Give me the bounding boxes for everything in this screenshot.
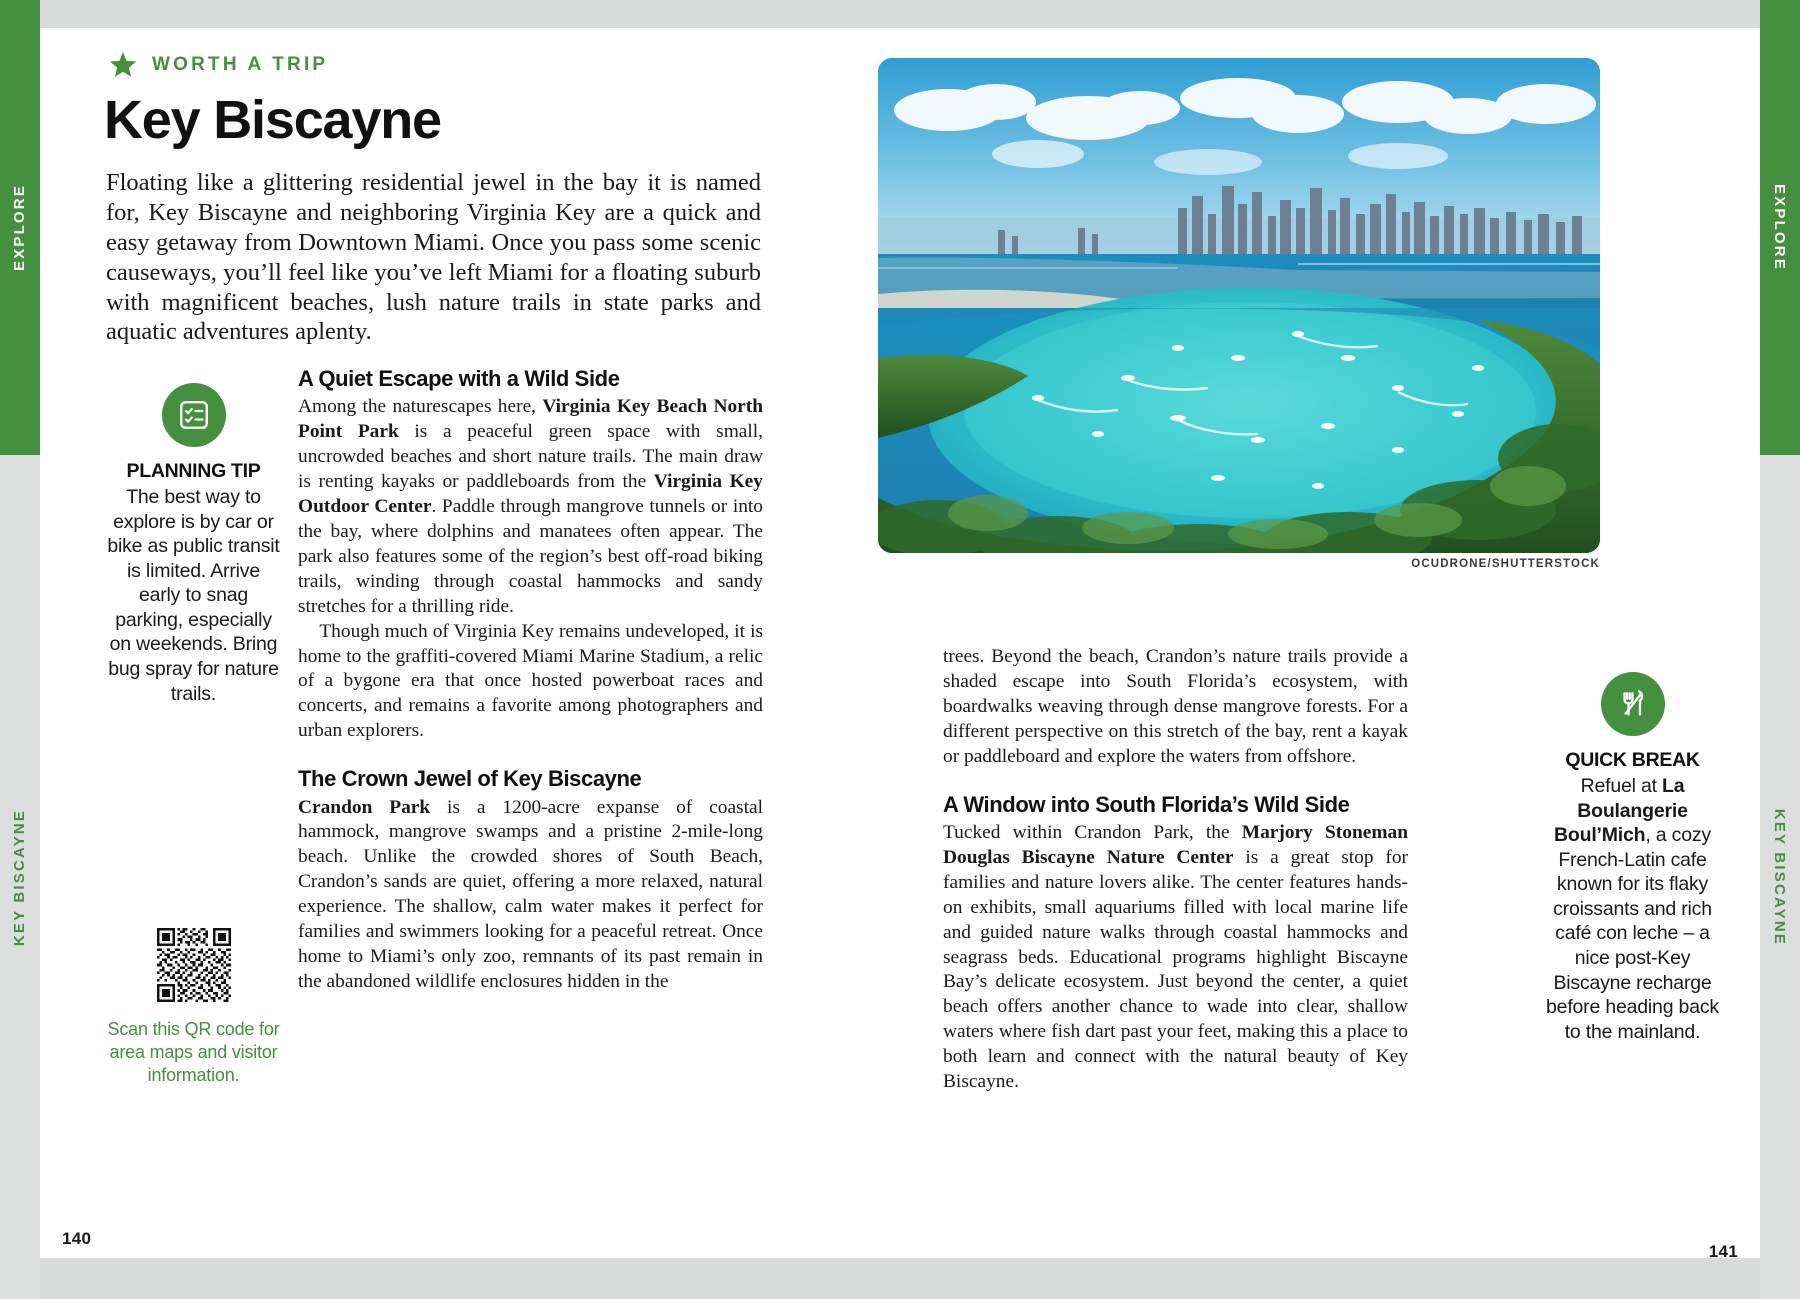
quick-break-column: [1545, 672, 1720, 1044]
quick-break-title: QUICK BREAK: [1565, 749, 1700, 771]
tab-key-biscayne-left[interactable]: [0, 455, 40, 1299]
left-main-column: [298, 366, 763, 995]
fork-knife-icon: [1601, 672, 1665, 736]
page-number-left: 140: [62, 1229, 92, 1248]
planning-tip-box: [106, 383, 281, 706]
quick-break-box: [1545, 672, 1720, 1044]
tab-explore-left[interactable]: [0, 0, 40, 455]
section-spacer: [298, 744, 763, 766]
paragraph-quiet-escape-1: [298, 395, 763, 619]
fork-knife-glyph: [1615, 686, 1651, 722]
text-run: Tucked within Crandon Park, the: [943, 821, 1242, 843]
qr-block: [106, 928, 281, 1087]
intro-paragraph: Floating like a glittering residential jewel in the bay it is named for, Key Biscayne and neighboring Virginia Key are a quick and easy getaway from Downtown Miami. Once you pass some scenic causeways, you’ll feel like you’ve left Miami for a floating suburb with magnificent beaches, lush nature trails in state parks and aquatic adventures aplenty.: [106, 169, 761, 346]
left-page: [40, 28, 900, 1258]
place-name-crandon-park: Crandon Park: [298, 796, 431, 818]
tab-section-label: KEY BISCAYNE: [1771, 808, 1789, 946]
section-spacer: [943, 770, 1408, 792]
checklist-glyph: [177, 398, 211, 432]
text-run: , a cozy French-Latin cafe known for its flaky croissants and rich café con leche – a nice post-Key Biscayne recharge before heading back to the mainland.: [1546, 824, 1719, 1043]
tab-explore-label: EXPLORE: [1771, 183, 1789, 272]
right-edge-tabs: [1760, 0, 1800, 1299]
quick-break-body: [1545, 774, 1720, 1044]
kicker: [108, 50, 328, 80]
text-run: Refuel at: [1580, 775, 1663, 798]
heading-window-wild-side: A Window into South Florida’s Wild Side: [943, 791, 1350, 817]
left-edge-tabs: [0, 0, 40, 1299]
place-name-nature-center: Marjory Stoneman Douglas Biscayne Nature Center: [943, 821, 1408, 868]
paragraph-quiet-escape-2: Though much of Virginia Key remains undeveloped, it is home to the graffiti-covered Miami Marine Stadium, a relic of a bygone era that once hosted powerboat races and concerts, and remains a favorite among photographers and urban explorers.: [298, 620, 763, 742]
kicker-label: WORTH A TRIP: [152, 54, 329, 75]
tab-explore-right[interactable]: [1760, 0, 1800, 455]
hero-photo: [878, 58, 1600, 553]
place-name-la-boulangerie: La Boulangerie Boul’Mich: [1554, 775, 1688, 847]
tab-explore-label: EXPLORE: [11, 183, 29, 272]
place-name-virginia-key-beach: Virginia Key Beach North Point Park: [298, 396, 764, 443]
tab-key-biscayne-right[interactable]: [1760, 455, 1800, 1299]
qr-code-icon[interactable]: [157, 928, 231, 1002]
star-icon: [108, 50, 138, 80]
planning-tip-body: The best way to explore is by car or bike as public transit is limited. Arrive early to snag parking, especially on weekends. Bring bug spray for nature trails.: [107, 486, 280, 705]
text-run: is a 1200-acre expanse of coastal hammock, mangrove swamps and a pristine 2-mile-long beach. Unlike the crowded shores of South Beach, Crandon’s sands are quiet, offering a more relaxed, natural experience. The shallow, calm water makes it perfect for families and swimmers looking for a peaceful retreat. Once home to Miami’s only zoo, remnants of its past remain in the abandoned wildlife enclosures hidden in the: [298, 796, 763, 992]
page-title: Key Biscayne: [104, 90, 441, 150]
heading-crown-jewel: The Crown Jewel of Key Biscayne: [298, 766, 642, 792]
qr-caption: Scan this QR code for area maps and visitor information.: [107, 1019, 280, 1085]
right-main-column: [943, 645, 1408, 1095]
text-run: is a peaceful green space with small, uncrowded beaches and short nature trails. The main draw is renting kayaks or paddleboards from the: [298, 421, 763, 493]
place-name-virginia-key-outdoor-center: Virginia Key Outdoor Center: [298, 471, 763, 517]
planning-tip-column: [106, 383, 281, 706]
page-number-right: 141: [1708, 1242, 1738, 1261]
paragraph-crown-jewel: [298, 796, 763, 995]
checklist-icon: [162, 383, 226, 447]
text-run: Among the naturescapes here,: [298, 396, 543, 418]
planning-tip-title: PLANNING TIP: [126, 460, 261, 482]
paragraph-continuation: trees. Beyond the beach, Crandon’s nature trails provide a shaded escape into South Florida’s ecosystem, with boardwalks weaving through dense mangrove forests. For a different perspective on this stretch of the bay, rent a kayak or paddleboard and explore the waters from offshore.: [943, 646, 1408, 767]
photo-credit: OCUDRONE/SHUTTERSTOCK: [1411, 558, 1600, 570]
aerial-bay-illustration: [878, 58, 1600, 553]
paragraph-window-wild-side: [943, 821, 1408, 1095]
text-run: is a great stop for families and nature lovers alike. The center features hands-on exhibits, small aquariums filled with local marine life and guided nature walks through coastal hammocks and seagrass beds. Educational programs highlight Biscayne Bay’s delicate ecosystem. Just beyond the center, a quiet beach offers another chance to wade into clear, shallow waters where fish dart past your feet, making this a place to both learn and connect with the natural beauty of Key Biscayne.: [943, 846, 1408, 1093]
heading-quiet-escape: A Quiet Escape with a Wild Side: [298, 366, 620, 391]
text-run: . Paddle through mangrove tunnels or into the bay, where dolphins and manatees often appear. The park also features some of the region’s best off-road biking trails, winding through coastal hammocks and sandy stretches for a thrilling ride.: [298, 495, 763, 617]
tab-section-label: KEY BISCAYNE: [11, 808, 29, 946]
